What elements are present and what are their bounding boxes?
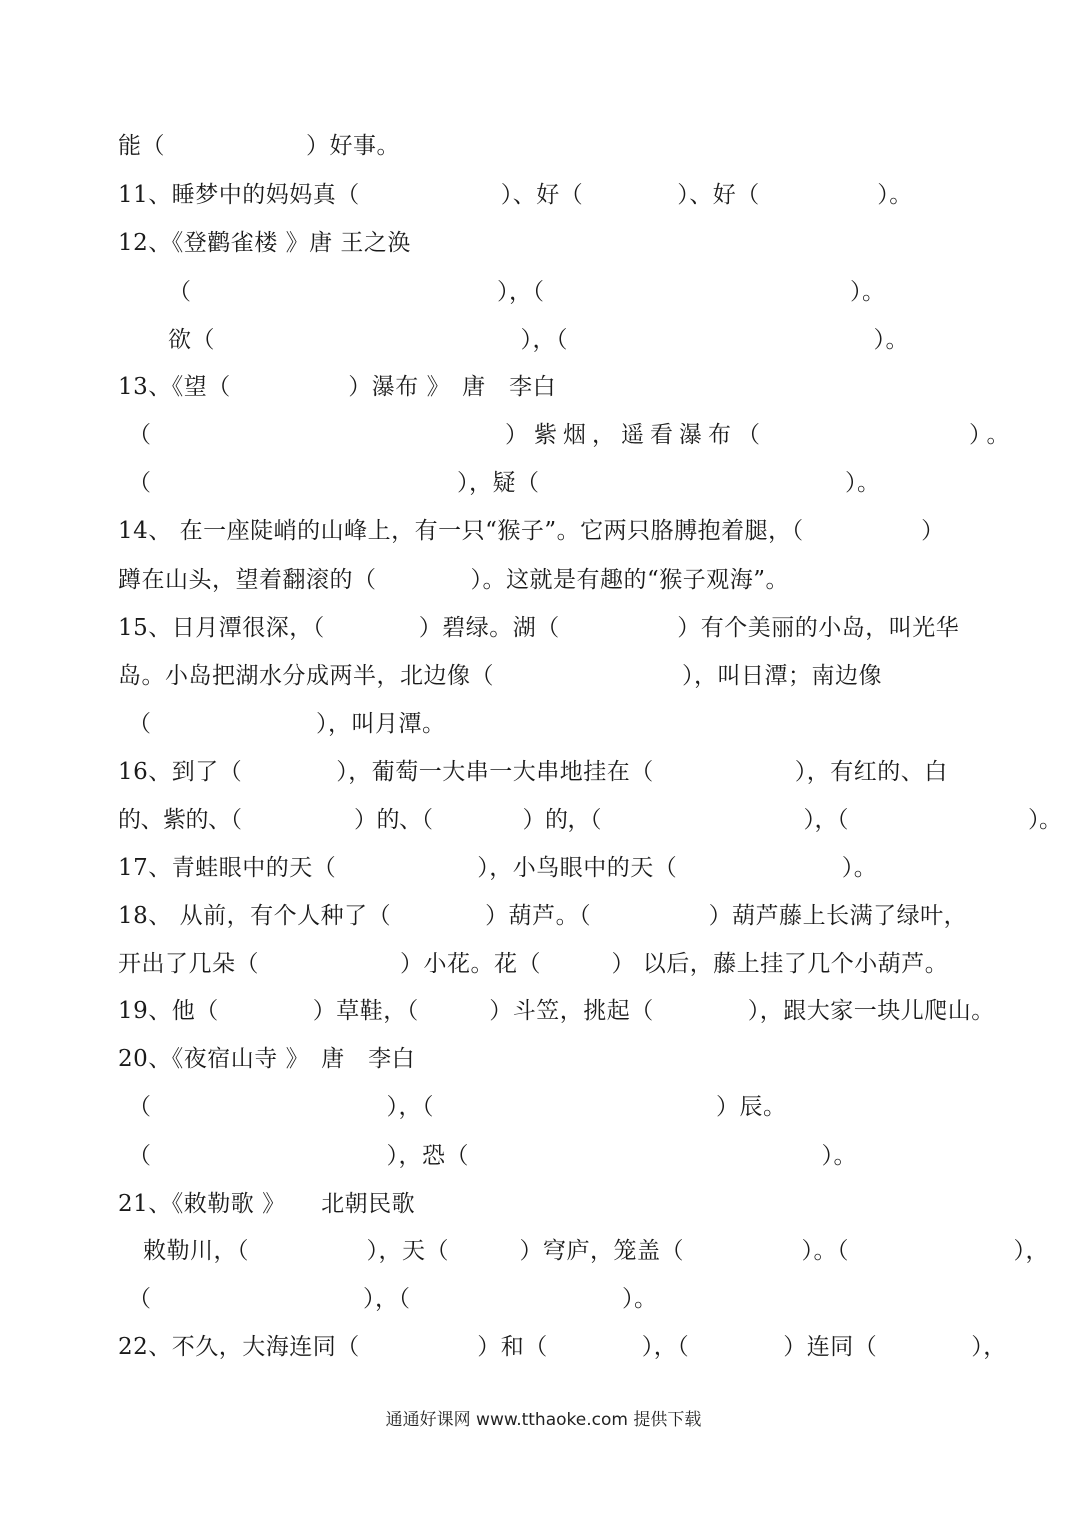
line-18: 开出了几朵（ ）小花。花（ ） 以后，藤上挂了几个小葫芦。	[118, 951, 949, 977]
line-20: 20、《夜宿山寺 》 唐 李白	[118, 1046, 416, 1072]
line-2: 11、睡梦中的妈妈真（ ）、好（ ）、好（ ）。	[118, 182, 913, 208]
line-11: 15、日月潭很深，（ ）碧绿。湖（ ）有个美丽的小岛，叫光华	[118, 615, 960, 641]
line-21: （ ），（ ）辰。	[128, 1094, 787, 1120]
line-7: （ ）紫烟，遥看瀑布（ ）。	[128, 422, 1016, 448]
line-8: （ ），疑（ ）。	[128, 470, 881, 496]
line-22: （ ），恐（ ）。	[128, 1143, 857, 1169]
line-17: 18、 从前，有个人种了（ ）葫芦。（ ）葫芦藤上长满了绿叶，	[118, 903, 968, 929]
line-15: 的、紫的、（ ）的、（ ）的，（ ），（ ）。	[118, 807, 1062, 833]
line-9: 14、 在一座陡峭的山峰上，有一只“猴子”。它两只胳膊抱着腿，（ ）	[118, 518, 945, 544]
line-3: 12、《登鹳雀楼 》唐 王之涣	[118, 230, 411, 256]
line-25: （ ），（ ）。	[128, 1286, 658, 1312]
line-19: 19、他（ ）草鞋，（ ）斗笠，挑起（ ），跟大家一块儿爬山。	[118, 998, 995, 1024]
line-4: （ ），（ ）。	[168, 279, 886, 305]
line-5: 欲（ ），（ ）。	[168, 327, 909, 353]
line-13: （ ），叫月潭。	[128, 711, 446, 737]
line-1: 能（ ）好事。	[118, 133, 400, 159]
line-26: 22、不久，大海连同（ ）和（ ），（ ）连同（ ），	[118, 1334, 1007, 1360]
line-6: 13、《望（ ）瀑布 》 唐 李白	[118, 374, 557, 400]
line-16: 17、青蛙眼中的天（ ），小鸟眼中的天（ ）。	[118, 855, 878, 881]
footer-source: 通通好课网 www.tthaoke.com 提供下载	[385, 1410, 702, 1430]
line-14: 16、到了（ ），葡萄一大串一大串地挂在（ ），有红的、白	[118, 759, 948, 785]
line-10: 蹲在山头，望着翻滚的（ ）。这就是有趣的“猴子观海”。	[118, 567, 790, 593]
line-24: 敕勒川，（ ），天（ ）穹庐，笼盖（ ）。（ ），	[143, 1238, 1049, 1264]
line-23: 21、《敕勒歌 》 北朝民歌	[118, 1191, 416, 1217]
line-12: 岛。小岛把湖水分成两半，北边像（ ），叫日潭；南边像	[118, 663, 882, 689]
